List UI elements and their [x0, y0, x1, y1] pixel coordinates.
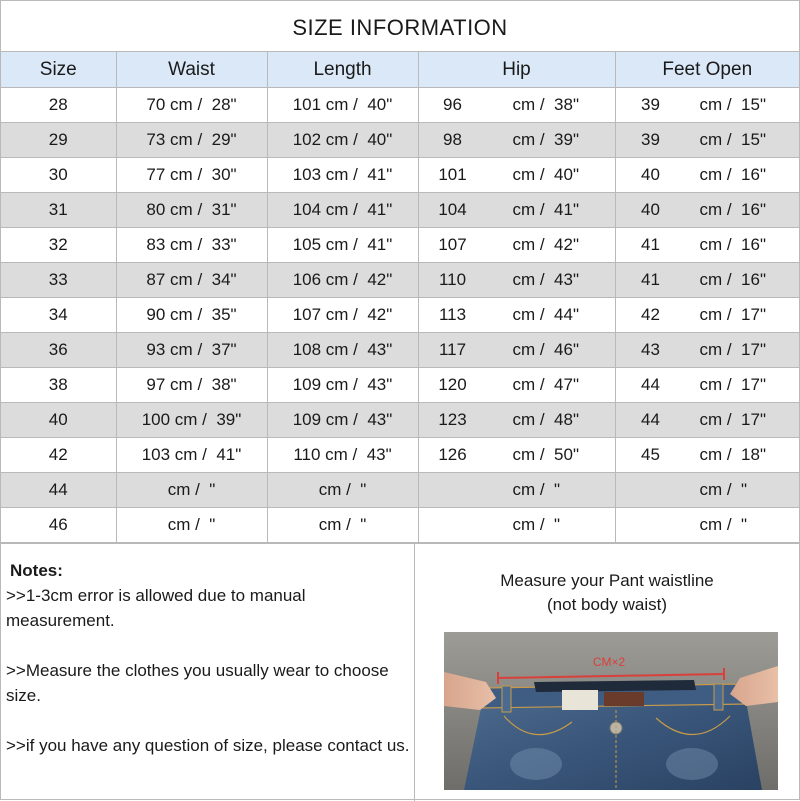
measure-label: CM×2 [592, 655, 626, 669]
hip-cm-value: 113 [438, 305, 467, 324]
hip-cm-value: 123 [438, 410, 467, 429]
feet-inch-value: cm / " [699, 480, 748, 499]
hip-cm-value [419, 480, 487, 500]
hip-inch-value: cm / " [512, 480, 561, 499]
cell-length: 102 cm / 40" [267, 123, 418, 158]
feet-cm-value: 39 [641, 130, 660, 149]
table-row [1, 123, 799, 158]
notes-title: Notes: [10, 561, 63, 580]
cell-hip [418, 193, 615, 228]
measure-panel [415, 544, 799, 801]
info-section [1, 543, 799, 801]
table-header-row [1, 52, 799, 88]
table-row [1, 158, 799, 193]
cell-waist: 83 cm / 33" [116, 228, 267, 263]
cell-feet-open [615, 508, 799, 543]
table-row [1, 228, 799, 263]
cell-feet-open [615, 298, 799, 333]
cell-hip [418, 228, 615, 263]
cell-waist: 100 cm / 39" [116, 403, 267, 438]
feet-cm-value: 43 [641, 340, 660, 359]
table-row [1, 438, 799, 473]
cell-size: 30 [1, 158, 116, 193]
hip-cm-value: 120 [438, 375, 467, 394]
hip-inch-value: cm / 46" [512, 340, 579, 359]
cell-length: 103 cm / 41" [267, 158, 418, 193]
cell-length: 101 cm / 40" [267, 88, 418, 123]
page-title: SIZE INFORMATION [1, 1, 799, 52]
cell-size: 29 [1, 123, 116, 158]
jeans-illustration [444, 632, 778, 790]
hip-inch-value: cm / 42" [512, 235, 579, 254]
table-row [1, 473, 799, 508]
cell-waist: 77 cm / 30" [116, 158, 267, 193]
hip-inch-value: cm / 40" [512, 165, 579, 184]
table-row [1, 298, 799, 333]
table-row [1, 333, 799, 368]
hip-cm-value: 98 [443, 130, 462, 149]
cell-feet-open [615, 228, 799, 263]
cell-waist: 93 cm / 37" [116, 333, 267, 368]
measure-line-1: Measure your Pant waistline [500, 571, 714, 590]
feet-cm-value: 41 [641, 270, 660, 289]
table-row [1, 508, 799, 543]
table-row [1, 88, 799, 123]
cell-waist: 70 cm / 28" [116, 88, 267, 123]
feet-inch-value: cm / 17" [699, 305, 766, 324]
hip-cm-value [419, 515, 487, 535]
jeans-waist-photo [444, 632, 778, 790]
hip-cm-value: 101 [438, 165, 467, 184]
table-row [1, 193, 799, 228]
cell-hip [418, 333, 615, 368]
cell-size: 36 [1, 333, 116, 368]
cell-length: 109 cm / 43" [267, 368, 418, 403]
hip-cm-value: 126 [438, 445, 467, 464]
feet-inch-value: cm / 18" [699, 445, 766, 464]
cell-hip [418, 473, 615, 508]
cell-length: 105 cm / 41" [267, 228, 418, 263]
feet-inch-value: cm / 16" [699, 165, 766, 184]
hip-cm-value: 96 [443, 95, 462, 114]
hip-inch-value: cm / 41" [512, 200, 579, 219]
table-body [1, 88, 799, 543]
feet-inch-value: cm / 16" [699, 270, 766, 289]
cell-waist: 80 cm / 31" [116, 193, 267, 228]
feet-inch-value: cm / 16" [699, 235, 766, 254]
cell-waist: 90 cm / 35" [116, 298, 267, 333]
feet-cm-value: 42 [641, 305, 660, 324]
hip-cm-value: 104 [438, 200, 467, 219]
cell-waist: 97 cm / 38" [116, 368, 267, 403]
hip-inch-value: cm / 48" [512, 410, 579, 429]
hip-inch-value: cm / 47" [512, 375, 579, 394]
feet-cm-value: 44 [641, 375, 660, 394]
cell-length: 109 cm / 43" [267, 403, 418, 438]
feet-cm-value [616, 480, 686, 500]
hip-inch-value: cm / 43" [512, 270, 579, 289]
cell-size: 32 [1, 228, 116, 263]
cell-length: 106 cm / 42" [267, 263, 418, 298]
hip-inch-value: cm / 38" [512, 95, 579, 114]
hip-cm-value: 107 [438, 235, 467, 254]
feet-inch-value: cm / " [699, 515, 748, 534]
cell-hip [418, 123, 615, 158]
feet-cm-value: 40 [641, 165, 660, 184]
header-hip: Hip [418, 52, 615, 88]
cell-size: 34 [1, 298, 116, 333]
table-row [1, 403, 799, 438]
feet-cm-value: 40 [641, 200, 660, 219]
feet-cm-value: 41 [641, 235, 660, 254]
feet-inch-value: cm / 15" [699, 95, 766, 114]
table-row [1, 368, 799, 403]
hip-cm-value: 110 [438, 270, 467, 289]
cell-feet-open [615, 403, 799, 438]
feet-inch-value: cm / 15" [699, 130, 766, 149]
hip-inch-value: cm / 39" [512, 130, 579, 149]
cell-length: 110 cm / 43" [267, 438, 418, 473]
cell-feet-open [615, 263, 799, 298]
cell-hip [418, 403, 615, 438]
cell-hip [418, 368, 615, 403]
header-length: Length [267, 52, 418, 88]
cell-length: cm / " [267, 508, 418, 543]
feet-inch-value: cm / 17" [699, 410, 766, 429]
hip-cm-value: 117 [438, 340, 467, 359]
cell-hip [418, 88, 615, 123]
feet-inch-value: cm / 17" [699, 340, 766, 359]
note-item: >>if you have any question of size, please contact us. [6, 736, 410, 755]
cell-feet-open [615, 333, 799, 368]
header-size: Size [1, 52, 116, 88]
cell-feet-open [615, 193, 799, 228]
hip-inch-value: cm / " [512, 515, 561, 534]
table-row [1, 263, 799, 298]
cell-size: 31 [1, 193, 116, 228]
note-item: >>1-3cm error is allowed due to manual measurement. [6, 586, 306, 630]
cell-feet-open [615, 368, 799, 403]
cell-waist: 103 cm / 41" [116, 438, 267, 473]
cell-waist: 87 cm / 34" [116, 263, 267, 298]
feet-cm-value [616, 515, 686, 535]
cell-feet-open [615, 88, 799, 123]
cell-length: cm / " [267, 473, 418, 508]
cell-length: 107 cm / 42" [267, 298, 418, 333]
cell-hip [418, 508, 615, 543]
cell-size: 44 [1, 473, 116, 508]
hip-inch-value: cm / 44" [512, 305, 579, 324]
feet-inch-value: cm / 17" [699, 375, 766, 394]
cell-size: 33 [1, 263, 116, 298]
cell-feet-open [615, 123, 799, 158]
note-item: >>Measure the clothes you usually wear to choose size. [6, 661, 389, 705]
feet-cm-value: 39 [641, 95, 660, 114]
cell-length: 104 cm / 41" [267, 193, 418, 228]
header-waist: Waist [116, 52, 267, 88]
feet-cm-value: 44 [641, 410, 660, 429]
cell-size: 38 [1, 368, 116, 403]
cell-size: 40 [1, 403, 116, 438]
notes-panel [1, 544, 415, 801]
cell-hip [418, 158, 615, 193]
cell-size: 46 [1, 508, 116, 543]
feet-cm-value: 45 [641, 445, 660, 464]
feet-inch-value: cm / 16" [699, 200, 766, 219]
cell-feet-open [615, 473, 799, 508]
cell-hip [418, 438, 615, 473]
size-table [1, 52, 799, 543]
cell-waist: 73 cm / 29" [116, 123, 267, 158]
hip-inch-value: cm / 50" [512, 445, 579, 464]
cell-size: 42 [1, 438, 116, 473]
cell-length: 108 cm / 43" [267, 333, 418, 368]
cell-waist: cm / " [116, 508, 267, 543]
header-feet-open: Feet Open [615, 52, 799, 88]
cell-feet-open [615, 158, 799, 193]
cell-waist: cm / " [116, 473, 267, 508]
cell-feet-open [615, 438, 799, 473]
measure-title [415, 569, 799, 617]
measure-line-2: (not body waist) [547, 595, 667, 614]
cell-size: 28 [1, 88, 116, 123]
cell-hip [418, 263, 615, 298]
cell-hip [418, 298, 615, 333]
